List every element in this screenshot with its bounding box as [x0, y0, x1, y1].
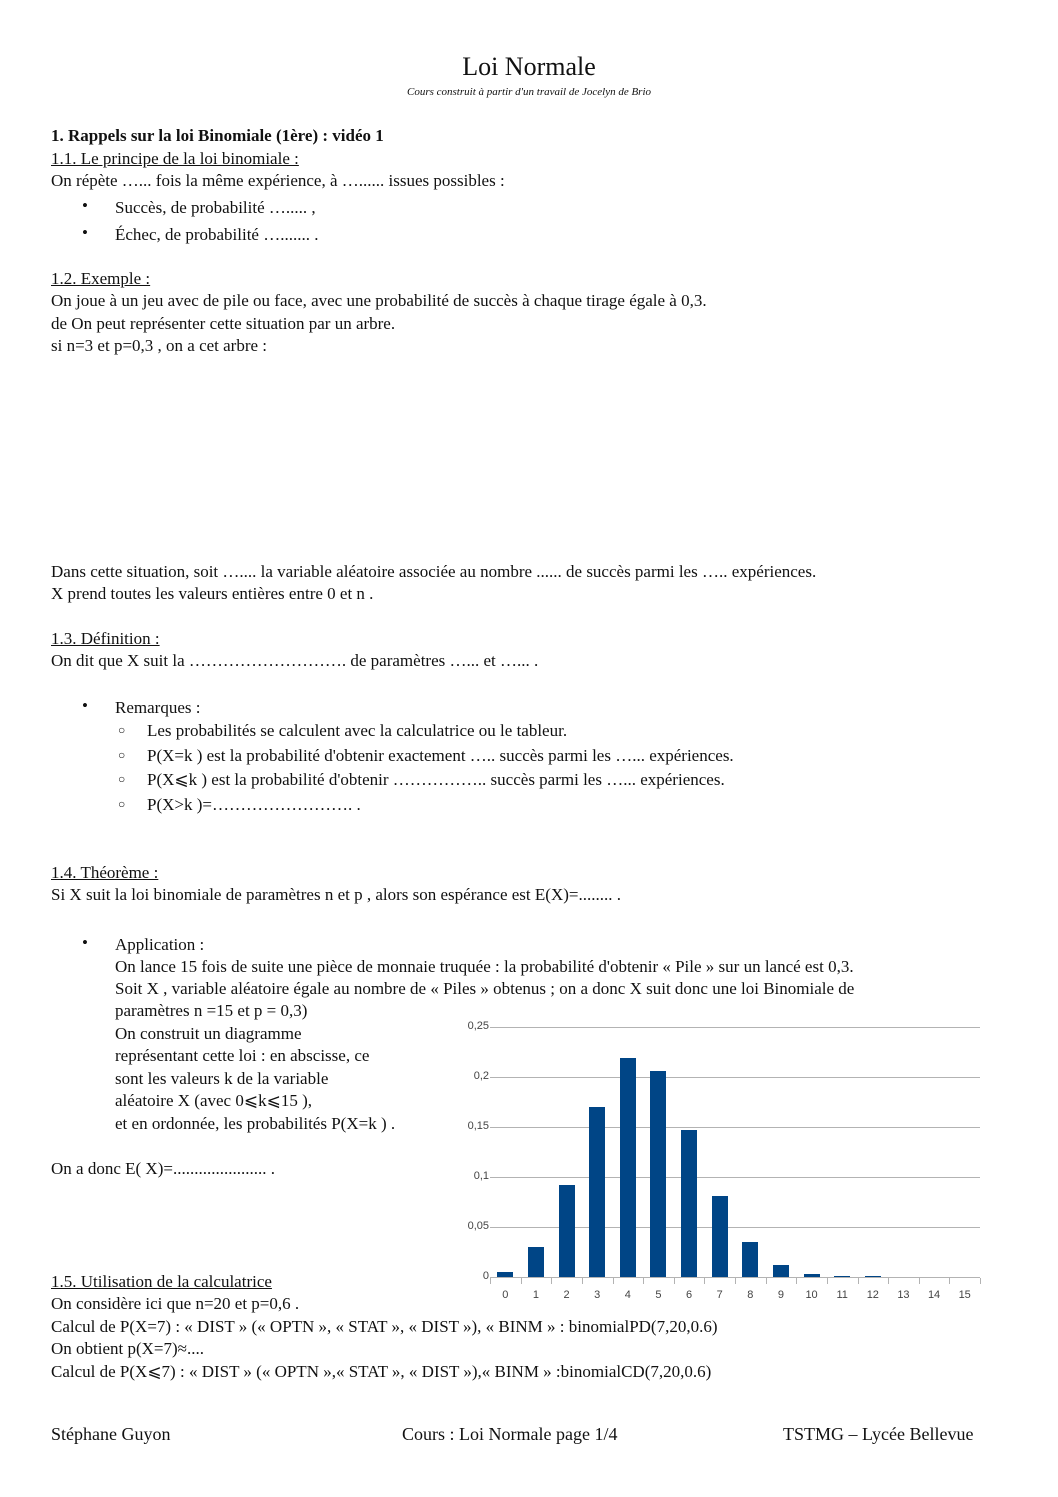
x-tick-label: 7 — [716, 1289, 723, 1301]
expectation-line: On a donc E( X)=...................... . — [51, 1159, 275, 1178]
bar-k-8 — [742, 1242, 758, 1277]
bullet-success: Succès, de probabilité …..... , — [115, 198, 316, 217]
x-tick-mark — [674, 1278, 675, 1284]
gridline — [490, 1027, 980, 1028]
footer-page-info: Cours : Loi Normale page 1/4 — [402, 1424, 618, 1444]
y-tick-label: 0,2 — [473, 1070, 489, 1082]
circle-bullet-icon: ○ — [118, 748, 126, 762]
bullet-failure: Échec, de probabilité …....... . — [115, 225, 319, 244]
bullet-icon: • — [82, 223, 88, 242]
bar-k-9 — [773, 1265, 789, 1277]
y-tick-label: 0 — [482, 1270, 489, 1282]
x-tick-label: 5 — [655, 1289, 662, 1301]
x-tick-mark — [521, 1278, 522, 1284]
circle-bullet-icon: ○ — [118, 772, 126, 786]
x-tick-label: 1 — [532, 1289, 539, 1301]
bar-k-2 — [559, 1185, 575, 1277]
footer-school: TSTMG – Lycée Bellevue — [783, 1424, 974, 1444]
calculator-line-1: On considère ici que n=20 et p=0,6 . — [51, 1294, 300, 1313]
x-tick-mark — [704, 1278, 705, 1284]
gridline — [490, 1127, 980, 1128]
tree-diagram-blank-area — [51, 360, 951, 555]
section-1-5-heading: 1.5. Utilisation de la calculatrice — [51, 1272, 272, 1291]
x-tick-label: 3 — [594, 1289, 601, 1301]
bar-k-4 — [620, 1058, 636, 1277]
x-tick-mark — [735, 1278, 736, 1284]
x-tick-mark — [858, 1278, 859, 1284]
section-1-2-heading: 1.2. Exemple : — [51, 269, 151, 288]
bar-k-1 — [528, 1247, 544, 1278]
x-tick-mark — [582, 1278, 583, 1284]
bar-k-5 — [650, 1071, 666, 1277]
x-tick-mark — [490, 1278, 491, 1284]
gridline — [490, 1077, 980, 1078]
x-tick-label: 12 — [866, 1289, 879, 1301]
remark-1: Les probabilités se calculent avec la calculatrice ou le tableur. — [147, 721, 568, 740]
application-line-2: Soit X , variable aléatoire égale au nombre de « Piles » obtenus ; on a donc X suit donc une loi Binomiale de — [115, 979, 855, 998]
application-line-7: aléatoire X (avec 0⩽k⩽15 ), — [115, 1091, 312, 1110]
x-tick-label: 6 — [686, 1289, 693, 1301]
x-tick-mark — [980, 1278, 981, 1284]
x-tick-label: 15 — [958, 1289, 971, 1301]
x-tick-label: 13 — [897, 1289, 910, 1301]
bar-k-3 — [589, 1107, 605, 1277]
theorem-line: Si X suit la loi binomiale de paramètres n et p , alors son espérance est E(X)=........ . — [51, 885, 621, 904]
example-line-3: si n=3 et p=0,3 , on a cet arbre : — [51, 336, 268, 355]
section-1-1-heading: 1.1. Le principe de la loi binomiale : — [51, 149, 299, 168]
x-tick-mark — [643, 1278, 644, 1284]
x-tick-mark — [919, 1278, 920, 1284]
section-1-heading: 1. Rappels sur la loi Binomiale (1ère) : vidéo 1 — [51, 126, 384, 145]
x-tick-mark — [766, 1278, 767, 1284]
x-tick-label: 8 — [747, 1289, 754, 1301]
x-tick-label: 2 — [563, 1289, 570, 1301]
x-tick-label: 9 — [777, 1289, 784, 1301]
x-tick-label: 14 — [927, 1289, 941, 1301]
bar-k-0 — [497, 1272, 513, 1277]
calculator-line-3: On obtient p(X=7)≈.... — [51, 1339, 205, 1358]
application-line-3: paramètres n =15 et p = 0,3) — [115, 1001, 308, 1020]
bar-k-10 — [804, 1274, 820, 1277]
application-line-4: On construit un diagramme — [115, 1024, 302, 1043]
bar-k-11 — [834, 1276, 850, 1277]
x-tick-mark — [888, 1278, 889, 1284]
bar-k-7 — [712, 1196, 728, 1277]
bar-k-6 — [681, 1130, 697, 1277]
bullet-icon: • — [82, 933, 88, 952]
x-tick-mark — [796, 1278, 797, 1284]
definition-line: On dit que X suit la ………………………. de paramètres …... et …... . — [51, 651, 539, 670]
footer-author: Stéphane Guyon — [51, 1424, 171, 1444]
circle-bullet-icon: ○ — [118, 797, 126, 811]
calculator-line-4: Calcul de P(X⩽7) : « DIST » (« OPTN »,« STAT », « DIST »),« BINM » :binomialCD(7,20,0.6) — [51, 1362, 712, 1381]
x-tick-label: 10 — [805, 1289, 818, 1301]
application-line-6: sont les valeurs k de la variable — [115, 1069, 329, 1088]
y-tick-label: 0,1 — [473, 1170, 489, 1182]
example-line-2: de On peut représenter cette situation par un arbre. — [51, 314, 396, 333]
y-tick-label: 0,05 — [467, 1220, 489, 1232]
bullet-icon: • — [82, 696, 88, 715]
values-line: X prend toutes les valeurs entières entre 0 et n . — [51, 584, 374, 603]
x-tick-label: 11 — [836, 1289, 848, 1301]
x-tick-mark — [613, 1278, 614, 1284]
y-tick-label: 0,25 — [467, 1020, 489, 1032]
remark-3: P(X⩽k ) est la probabilité d'obtenir …………….. succès parmi les …... expériences. — [147, 770, 725, 789]
bullet-icon: • — [82, 196, 88, 215]
x-tick-mark — [949, 1278, 950, 1284]
binomial-bar-chart — [455, 1015, 995, 1310]
application-line-1: On lance 15 fois de suite une pièce de monnaie truquée : la probabilité d'obtenir « Pile » sur un lancé est 0,3. — [115, 957, 854, 976]
x-tick-label: 4 — [624, 1289, 631, 1301]
example-line-1: On joue à un jeu avec de pile ou face, avec une probabilité de succès à chaque tirage égale à 0,3. — [51, 291, 707, 310]
situation-line: Dans cette situation, soit ….... la variable aléatoire associée au nombre ...... de succès parmi les ….. expériences. — [51, 562, 817, 581]
gridline — [490, 1177, 980, 1178]
application-line-8: et en ordonnée, les probabilités P(X=k ) . — [115, 1114, 396, 1133]
calculator-line-2: Calcul de P(X=7) : « DIST » (« OPTN », « STAT », « DIST »), « BINM » : binomialPD(7,20,0.6) — [51, 1317, 718, 1336]
application-label: Application : — [115, 935, 205, 954]
remarks-label: Remarques : — [115, 698, 201, 717]
application-line-5: représentant cette loi : en abscisse, ce — [115, 1046, 370, 1065]
bar-k-12 — [865, 1276, 881, 1277]
section-1-3-heading: 1.3. Définition : — [51, 629, 160, 648]
page-title: Loi Normale — [462, 52, 596, 81]
section-1-4-heading: 1.4. Théorème : — [51, 863, 159, 882]
x-tick-label: 0 — [502, 1289, 509, 1301]
x-tick-mark — [551, 1278, 552, 1284]
circle-bullet-icon: ○ — [118, 723, 126, 737]
remark-4: P(X>k )=……………………. . — [147, 795, 361, 814]
x-tick-mark — [827, 1278, 828, 1284]
y-tick-label: 0,15 — [467, 1120, 489, 1132]
remark-2: P(X=k ) est la probabilité d'obtenir exactement ….. succès parmi les …... expériences. — [147, 746, 734, 765]
section-1-1-intro: On répète …... fois la même expérience, à …...... issues possibles : — [51, 171, 505, 190]
page-subtitle: Cours construit à partir d'un travail de Jocelyn de Brio — [406, 86, 652, 98]
